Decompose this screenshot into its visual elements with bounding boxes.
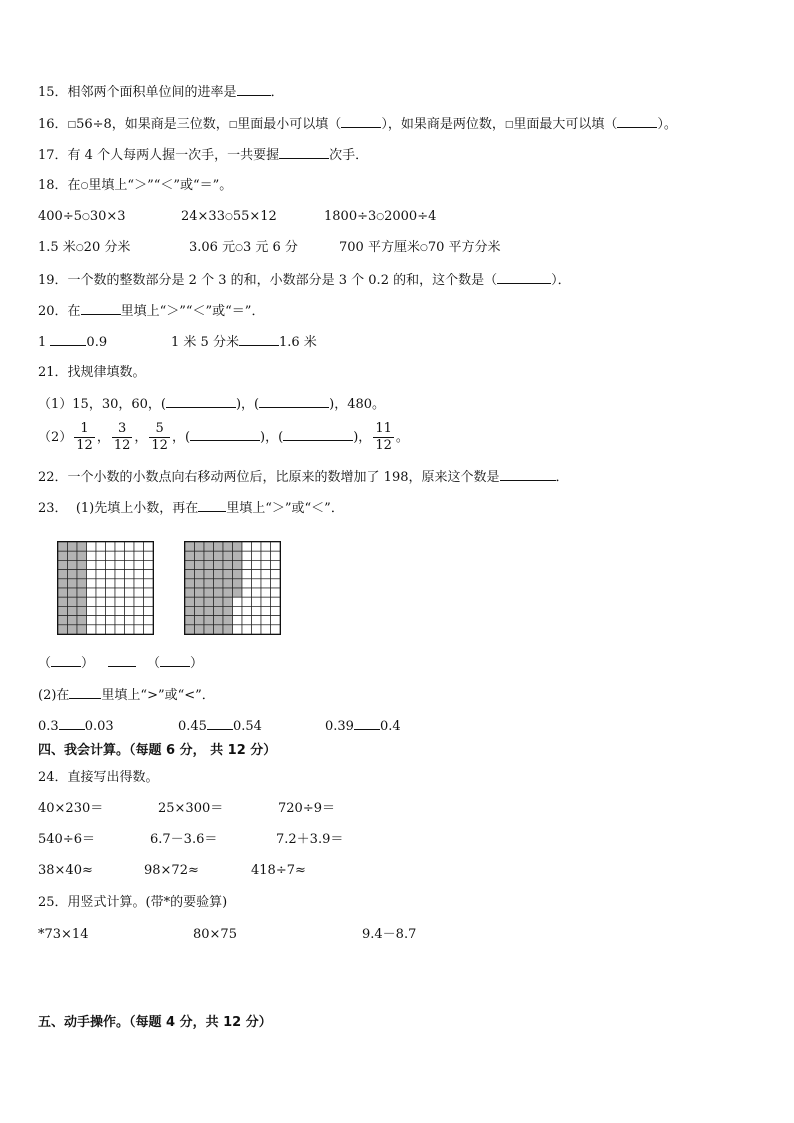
empty-cell xyxy=(125,542,135,551)
question-18: 18．在○里填上“＞”“＜”或“＝”。 xyxy=(38,178,233,193)
compare-circle-icon[interactable]: ○ xyxy=(224,212,233,222)
shaded-cell xyxy=(68,560,78,569)
empty-cell xyxy=(271,579,281,588)
shaded-cell xyxy=(68,588,78,597)
shaded-cell xyxy=(204,597,214,606)
empty-cell xyxy=(96,551,106,560)
shaded-cell xyxy=(77,625,87,634)
shaded-cell xyxy=(204,542,214,551)
empty-cell xyxy=(271,597,281,606)
empty-cell xyxy=(271,551,281,560)
answer-blank[interactable] xyxy=(617,115,657,128)
calc-item: 38×40≈ xyxy=(38,863,93,878)
shaded-cell xyxy=(77,551,87,560)
shaded-cell xyxy=(185,588,195,597)
hundred-grid xyxy=(57,541,154,635)
shaded-cell xyxy=(195,625,205,634)
calc-item: 40×230＝ xyxy=(38,801,104,816)
empty-cell xyxy=(96,560,106,569)
empty-cell xyxy=(115,570,125,579)
shaded-cell xyxy=(204,570,214,579)
answer-blank[interactable] xyxy=(497,271,551,284)
empty-cell xyxy=(106,606,116,615)
answer-blank[interactable] xyxy=(190,428,260,441)
empty-cell xyxy=(134,597,144,606)
empty-cell xyxy=(261,542,271,551)
empty-cell xyxy=(125,560,135,569)
shaded-cell xyxy=(77,616,87,625)
shaded-cell xyxy=(223,579,233,588)
empty-cell xyxy=(96,597,106,606)
shaded-cell xyxy=(195,551,205,560)
calc-item: 9.4－8.7 xyxy=(362,927,417,942)
shaded-cell xyxy=(195,570,205,579)
shaded-cell xyxy=(68,551,78,560)
empty-cell xyxy=(261,606,271,615)
empty-cell xyxy=(125,551,135,560)
empty-cell xyxy=(233,616,243,625)
shaded-cell xyxy=(223,570,233,579)
empty-cell xyxy=(144,588,154,597)
empty-cell xyxy=(115,625,125,634)
calc-item: 418÷7≈ xyxy=(251,863,306,878)
shaded-cell xyxy=(233,588,243,597)
empty-cell xyxy=(96,616,106,625)
empty-cell xyxy=(115,606,125,615)
shaded-cell xyxy=(204,588,214,597)
q21-part1: （1）15，30，60，( )，( )，480。 xyxy=(38,397,386,412)
answer-blank[interactable] xyxy=(166,395,236,408)
empty-cell xyxy=(115,542,125,551)
q18-item: 700 平方厘米○70 平方分米 xyxy=(339,240,501,255)
empty-cell xyxy=(261,570,271,579)
shaded-cell xyxy=(223,560,233,569)
empty-cell xyxy=(144,616,154,625)
shaded-cell xyxy=(204,606,214,615)
empty-cell xyxy=(87,560,97,569)
shaded-cell xyxy=(223,588,233,597)
empty-cell xyxy=(261,625,271,634)
shaded-cell xyxy=(68,542,78,551)
question-22: 22．一个小数的小数点向右移动两位后，比原来的数增加了 198，原来这个数是 ． xyxy=(38,470,569,485)
q23-part2: (2)在 里填上“>”或“<”． xyxy=(38,688,215,703)
empty-cell xyxy=(125,588,135,597)
shaded-cell xyxy=(233,551,243,560)
empty-cell xyxy=(242,570,252,579)
empty-cell xyxy=(252,625,262,634)
shaded-cell xyxy=(185,560,195,569)
shaded-cell xyxy=(185,542,195,551)
shaded-cell xyxy=(195,588,205,597)
shaded-cell xyxy=(204,551,214,560)
shaded-cell xyxy=(77,579,87,588)
shaded-cell xyxy=(68,579,78,588)
answer-blank[interactable] xyxy=(50,333,86,346)
shaded-cell xyxy=(58,560,68,569)
shaded-cell xyxy=(185,616,195,625)
empty-cell xyxy=(144,570,154,579)
empty-cell xyxy=(134,570,144,579)
shaded-cell xyxy=(195,579,205,588)
q23-compare: 0.3 0.03 xyxy=(38,719,114,734)
q23-compare: 0.45 0.54 xyxy=(178,719,262,734)
empty-cell xyxy=(261,616,271,625)
empty-cell xyxy=(144,560,154,569)
empty-cell xyxy=(261,579,271,588)
question-16: 16．□56÷8，如果商是三位数，□里面最小可以填（ ），如果商是两位数，□里面最大可以填（ ）。 xyxy=(38,117,677,132)
q18-item: 1.5 米○20 分米 xyxy=(38,240,131,255)
shaded-cell xyxy=(204,560,214,569)
shaded-cell xyxy=(195,542,205,551)
fraction: $\frac{5}{12}$ xyxy=(151,421,168,453)
question-15: 15．相邻两个面积单位间的进率是 ． xyxy=(38,85,284,100)
empty-cell xyxy=(242,616,252,625)
compare-circle-icon[interactable]: ○ xyxy=(419,243,428,253)
empty-cell xyxy=(87,551,97,560)
shaded-cell xyxy=(185,597,195,606)
calc-item: 80×75 xyxy=(193,927,237,942)
empty-cell xyxy=(134,625,144,634)
empty-cell xyxy=(87,616,97,625)
empty-cell xyxy=(144,597,154,606)
shaded-cell xyxy=(214,560,224,569)
shaded-cell xyxy=(68,616,78,625)
answer-blank[interactable] xyxy=(207,717,233,730)
answer-blank[interactable] xyxy=(341,115,381,128)
empty-cell xyxy=(261,588,271,597)
empty-cell xyxy=(125,597,135,606)
empty-cell xyxy=(261,560,271,569)
empty-cell xyxy=(252,606,262,615)
empty-cell xyxy=(96,625,106,634)
small-square-icon: □ xyxy=(228,120,238,130)
empty-cell xyxy=(106,588,116,597)
empty-cell xyxy=(271,588,281,597)
shaded-cell xyxy=(195,560,205,569)
empty-cell xyxy=(242,606,252,615)
q21-part2: （2） $\frac{1}{12}$ ， $\frac{3}{12}$ ， $\frac{5}{12}$ ，( )，( )， $\frac{11}{12}$ 。 xyxy=(38,421,409,453)
empty-cell xyxy=(115,616,125,625)
answer-blank xyxy=(81,302,121,315)
shaded-cell xyxy=(68,597,78,606)
shaded-cell xyxy=(223,606,233,615)
shaded-cell xyxy=(214,606,224,615)
empty-cell xyxy=(87,579,97,588)
empty-cell xyxy=(87,606,97,615)
empty-cell xyxy=(115,588,125,597)
empty-cell xyxy=(134,606,144,615)
shaded-cell xyxy=(223,542,233,551)
empty-cell xyxy=(144,551,154,560)
shaded-cell xyxy=(77,560,87,569)
shaded-cell xyxy=(185,579,195,588)
shaded-cell xyxy=(233,560,243,569)
answer-blank xyxy=(69,686,101,699)
shaded-cell xyxy=(185,551,195,560)
shaded-cell xyxy=(68,625,78,634)
question-20: 20．在 里填上“＞”“＜”或“＝”． xyxy=(38,304,265,319)
shaded-cell xyxy=(233,570,243,579)
empty-cell xyxy=(144,625,154,634)
empty-cell xyxy=(144,579,154,588)
shaded-cell xyxy=(185,570,195,579)
shaded-cell xyxy=(77,570,87,579)
small-square-icon: □ xyxy=(504,120,514,130)
empty-cell xyxy=(115,579,125,588)
empty-cell xyxy=(87,588,97,597)
empty-cell xyxy=(252,542,262,551)
shaded-cell xyxy=(58,606,68,615)
empty-cell xyxy=(242,597,252,606)
q20-item: 1 米 5 分米 1.6 米 xyxy=(171,335,317,350)
shaded-cell xyxy=(58,551,68,560)
empty-cell xyxy=(271,625,281,634)
empty-cell xyxy=(96,542,106,551)
empty-cell xyxy=(252,570,262,579)
q18-item: 400÷5○30×3 xyxy=(38,209,126,224)
shaded-cell xyxy=(204,579,214,588)
shaded-cell xyxy=(58,616,68,625)
empty-cell xyxy=(106,542,116,551)
grid-drawing xyxy=(185,542,280,634)
shaded-cell xyxy=(58,579,68,588)
empty-cell xyxy=(134,542,144,551)
empty-cell xyxy=(106,570,116,579)
empty-cell xyxy=(134,579,144,588)
empty-cell xyxy=(233,597,243,606)
shaded-cell xyxy=(77,542,87,551)
q23-answer-row: （ ） xyxy=(38,656,95,671)
shaded-cell xyxy=(185,625,195,634)
calc-item: 6.7－3.6＝ xyxy=(150,832,218,847)
empty-cell xyxy=(242,542,252,551)
shaded-cell xyxy=(223,625,233,634)
empty-cell xyxy=(96,606,106,615)
shaded-cell xyxy=(195,616,205,625)
shaded-cell xyxy=(58,625,68,634)
calc-item: 25×300＝ xyxy=(158,801,224,816)
section-4-title: 四、我会计算。（每题 6 分， 共 12 分） xyxy=(38,743,277,758)
question-25: 25．用竖式计算。(带*的要验算) xyxy=(38,895,228,910)
shaded-cell xyxy=(195,597,205,606)
shaded-cell xyxy=(58,542,68,551)
q18-item: 1800÷3○2000÷4 xyxy=(324,209,437,224)
empty-cell xyxy=(87,570,97,579)
q18-item: 24×33○55×12 xyxy=(181,209,277,224)
empty-cell xyxy=(106,560,116,569)
q20-item: 1 0.9 xyxy=(38,335,108,350)
answer-blank[interactable] xyxy=(51,654,81,667)
empty-cell xyxy=(115,597,125,606)
empty-cell xyxy=(144,606,154,615)
shaded-cell xyxy=(214,616,224,625)
compare-circle-icon[interactable]: ○ xyxy=(376,212,385,222)
empty-cell xyxy=(106,625,116,634)
empty-cell xyxy=(252,551,262,560)
empty-cell xyxy=(134,588,144,597)
shaded-cell xyxy=(68,570,78,579)
empty-cell xyxy=(242,560,252,569)
empty-cell xyxy=(134,616,144,625)
calc-item: 98×72≈ xyxy=(144,863,199,878)
empty-cell xyxy=(242,588,252,597)
answer-blank[interactable] xyxy=(237,83,271,96)
empty-cell xyxy=(261,597,271,606)
fraction: $\frac{11}{12}$ xyxy=(375,421,392,453)
empty-cell xyxy=(271,606,281,615)
q23-answer-row: （ ） xyxy=(147,656,204,671)
empty-cell xyxy=(125,570,135,579)
answer-blank[interactable] xyxy=(354,717,380,730)
question-21: 21．找规律填数。 xyxy=(38,365,146,380)
q23-compare-blank xyxy=(108,654,136,673)
empty-cell xyxy=(87,597,97,606)
question-23: 23． (1)先填上小数，再在 里填上“＞”或“＜”． xyxy=(38,501,344,516)
empty-cell xyxy=(242,579,252,588)
answer-blank[interactable] xyxy=(239,333,279,346)
empty-cell xyxy=(115,551,125,560)
question-19: 19．一个数的整数部分是 2 个 3 的和，小数部分是 3 个 0.2 的和，这个数是（ ）． xyxy=(38,273,571,288)
empty-cell xyxy=(134,560,144,569)
empty-cell xyxy=(87,625,97,634)
shaded-cell xyxy=(223,597,233,606)
empty-cell xyxy=(106,551,116,560)
empty-cell xyxy=(271,570,281,579)
shaded-cell xyxy=(214,551,224,560)
shaded-cell xyxy=(58,588,68,597)
shaded-cell xyxy=(214,597,224,606)
shaded-cell xyxy=(214,625,224,634)
compare-circle-icon[interactable]: ○ xyxy=(81,212,90,222)
shaded-cell xyxy=(223,616,233,625)
calc-item: 720÷9＝ xyxy=(278,801,335,816)
empty-cell xyxy=(106,616,116,625)
empty-cell xyxy=(125,606,135,615)
shaded-cell xyxy=(77,606,87,615)
shaded-cell xyxy=(233,542,243,551)
answer-blank[interactable] xyxy=(500,468,556,481)
empty-cell xyxy=(144,542,154,551)
empty-cell xyxy=(134,551,144,560)
compare-circle-icon[interactable]: ○ xyxy=(75,243,84,253)
answer-blank[interactable] xyxy=(160,654,190,667)
shaded-cell xyxy=(214,588,224,597)
calc-item: *73×14 xyxy=(38,927,89,942)
q18-item: 3.06 元○3 元 6 分 xyxy=(189,240,298,255)
small-circle-icon: ○ xyxy=(80,181,89,191)
empty-cell xyxy=(125,579,135,588)
empty-cell xyxy=(96,570,106,579)
shaded-cell xyxy=(58,597,68,606)
question-17: 17．有 4 个人每两人握一次手，一共要握 次手． xyxy=(38,148,369,163)
shaded-cell xyxy=(195,606,205,615)
shaded-cell xyxy=(68,606,78,615)
answer-blank[interactable] xyxy=(108,654,136,667)
shaded-cell xyxy=(77,588,87,597)
empty-cell xyxy=(252,616,262,625)
empty-cell xyxy=(242,551,252,560)
empty-cell xyxy=(87,542,97,551)
empty-cell xyxy=(271,616,281,625)
empty-cell xyxy=(125,625,135,634)
empty-cell xyxy=(96,588,106,597)
shaded-cell xyxy=(233,579,243,588)
answer-blank xyxy=(198,499,226,512)
empty-cell xyxy=(96,579,106,588)
empty-cell xyxy=(233,606,243,615)
answer-blank[interactable] xyxy=(283,428,353,441)
fraction: $\frac{3}{12}$ xyxy=(113,421,131,453)
q23-compare: 0.39 0.4 xyxy=(325,719,401,734)
compare-circle-icon[interactable]: ○ xyxy=(235,243,243,253)
shaded-cell xyxy=(204,625,214,634)
empty-cell xyxy=(271,542,281,551)
empty-cell xyxy=(252,579,262,588)
empty-cell xyxy=(252,560,262,569)
empty-cell xyxy=(233,625,243,634)
empty-cell xyxy=(106,597,116,606)
shaded-cell xyxy=(185,606,195,615)
shaded-cell xyxy=(214,579,224,588)
empty-cell xyxy=(106,579,116,588)
section-5-title: 五、动手操作。（每题 4 分，共 12 分） xyxy=(38,1015,272,1030)
shaded-cell xyxy=(214,570,224,579)
shaded-cell xyxy=(77,597,87,606)
shaded-cell xyxy=(204,616,214,625)
empty-cell xyxy=(261,551,271,560)
empty-cell xyxy=(252,597,262,606)
shaded-cell xyxy=(214,542,224,551)
small-square-icon: □ xyxy=(67,120,77,130)
fraction: $\frac{1}{12}$ xyxy=(76,421,93,453)
shaded-cell xyxy=(223,551,233,560)
calc-item: 540÷6＝ xyxy=(38,832,95,847)
calc-item: 7.2＋3.9＝ xyxy=(276,832,344,847)
empty-cell xyxy=(125,616,135,625)
answer-blank[interactable] xyxy=(279,146,329,159)
hundred-grid xyxy=(184,541,281,635)
empty-cell xyxy=(271,560,281,569)
shaded-cell xyxy=(58,570,68,579)
empty-cell xyxy=(242,625,252,634)
grid-drawing xyxy=(58,542,153,634)
question-24: 24．直接写出得数。 xyxy=(38,770,159,785)
empty-cell xyxy=(252,588,262,597)
answer-blank[interactable] xyxy=(59,717,85,730)
empty-cell xyxy=(115,560,125,569)
answer-blank[interactable] xyxy=(259,395,329,408)
